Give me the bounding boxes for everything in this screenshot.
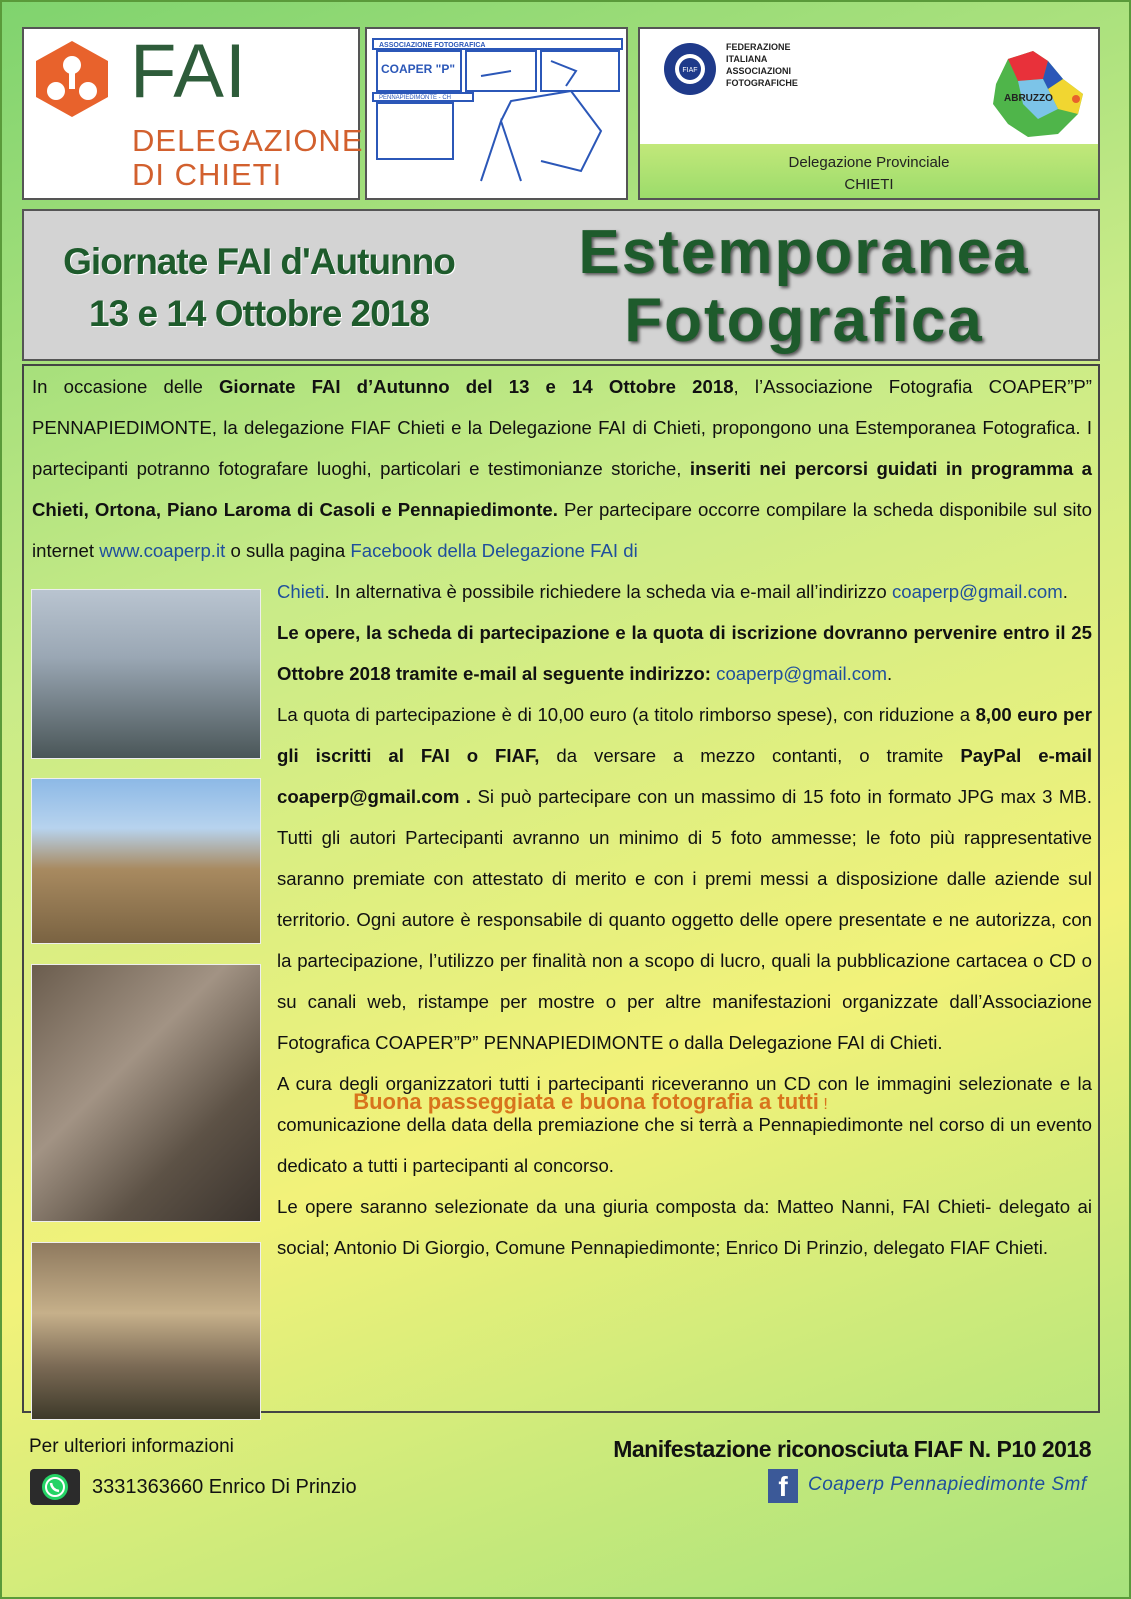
fiaf-name xyxy=(726,41,798,90)
text-run: In occasione delle xyxy=(32,376,219,397)
text-run: Per partecipare occorre compilare la scheda disponibile sul sito internet xyxy=(32,499,1092,561)
fiaf-recognition: Manifestazione riconosciuta FIAF N. P10 2018 xyxy=(613,1436,1091,1462)
abruzzo-map-icon xyxy=(988,49,1088,139)
text-run: La quota di partecipazione è di 10,00 euro (a titolo rimborso spese), con riduzione a xyxy=(277,704,976,725)
fee-paragraph xyxy=(277,694,1092,1063)
intro-paragraph xyxy=(32,366,1092,571)
fai-delegation-line1: DELEGAZIONE xyxy=(132,123,364,158)
photo-cemetery-statues xyxy=(31,589,261,759)
facebook-link[interactable]: Facebook della Delegazione FAI di xyxy=(350,540,638,561)
facebook-link-end[interactable]: Chieti xyxy=(277,581,325,602)
photo-ortona-castle xyxy=(31,778,261,944)
text-run-bold: inseriti nei percorsi guidati in programma a Chieti, Ortona, Piano Laroma di Casoli e Pennapiedimonte. xyxy=(32,458,1092,520)
fai-logo-icon xyxy=(32,39,112,119)
fiaf-line: ITALIANA xyxy=(726,54,768,65)
alt-paragraph xyxy=(277,571,1092,612)
fiaf-badge: FIAF xyxy=(682,67,698,74)
greeting-text: Buona passeggiata e buona fotografia a tutti xyxy=(353,1089,819,1114)
coaper-top-line: ASSOCIAZIONE FOTOGRAFICA xyxy=(379,42,486,49)
greeting-mark: ! xyxy=(818,1096,828,1113)
text-run-bold: 8,00 euro per gli iscritti al FAI o FIAF, xyxy=(277,704,1092,766)
event-title-line2: 13 e 14 Ottobre 2018 xyxy=(89,292,429,334)
site-link[interactable]: www.coaperp.it xyxy=(99,540,226,561)
delegation-line2: CHIETI xyxy=(844,175,894,193)
delegation-line1: Delegazione Provinciale xyxy=(788,154,950,171)
text-run: . In alternativa è possibile richiedere la scheda via e-mail all’indirizzo xyxy=(324,581,892,602)
email-link[interactable]: coaperp@gmail.com xyxy=(716,663,887,684)
fai-delegation xyxy=(132,124,364,192)
text-run: . xyxy=(886,663,893,684)
fai-delegation-line2: DI CHIETI xyxy=(132,157,283,193)
text-run: . xyxy=(1062,581,1068,602)
text-run: , l’Associazione Fotografia COAPER”P” PENNAPIEDIMONTE, la delegazione FIAF Chieti e la Delegazione FAI di Chieti, propongono una Estemporanea Fotografica. I partecipanti potranno fotografare luoghi, particolari e testimonianze storiche, xyxy=(32,376,1092,479)
fai-logo-box xyxy=(22,27,364,200)
text-run-bold: Le opere, la scheda di partecipazione e la quota di iscrizione dovranno pervenire entro il 25 Ottobre 2018 tramite e-mail al seguente indirizzo: xyxy=(277,622,1092,684)
map-label: ABRUZZO xyxy=(1004,93,1053,104)
coaper-place: PENNAPIEDIMONTE - CH xyxy=(379,95,452,101)
coaper-logo-box xyxy=(365,27,628,200)
closing-greeting xyxy=(0,1089,1131,1115)
deadline-paragraph xyxy=(277,612,1092,694)
cd-paragraph: A cura degli organizzatori tutti i partecipanti riceveranno un CD con le immagini selezionate e la comunicazione della data della premiazione che si terrà a Pennapiedimonte nel corso di un evento dedicato a tutti i partecipanti al concorso. xyxy=(277,1073,1092,1176)
facebook-icon[interactable]: f xyxy=(768,1469,798,1503)
main-title-line2: Fotografica xyxy=(624,286,984,356)
body-box xyxy=(22,364,1100,1413)
event-title xyxy=(44,236,474,340)
details-column xyxy=(277,571,1092,1268)
fiaf-line: FOTOGRAFICHE xyxy=(726,78,798,89)
coaper-logo-icon xyxy=(371,31,624,197)
fiaf-logo-icon xyxy=(662,41,718,97)
text-run: da versare a mezzo contanti, o tramite xyxy=(539,745,961,766)
text-run-bold: Giornate FAI d’Autunno del 13 e 14 Ottobre 2018 xyxy=(218,376,734,397)
fiaf-logo-box xyxy=(638,27,1100,200)
fiaf-line: FEDERAZIONE xyxy=(726,42,791,52)
info-label: Per ulteriori informazioni xyxy=(29,1436,234,1457)
text-run-bold: PayPal e-mail coaperp@gmail.com . xyxy=(277,745,1092,807)
delegation-panel xyxy=(640,144,1098,198)
title-band xyxy=(22,209,1100,361)
main-title-line1: Estemporanea xyxy=(578,218,1030,287)
coaper-name: COAPER "P" xyxy=(381,62,456,76)
photo-pennapiedimonte-caves xyxy=(31,1242,261,1420)
facebook-page-name[interactable]: Coaperp Pennapiedimonte Smf xyxy=(808,1474,1087,1495)
whatsapp-icon[interactable] xyxy=(30,1469,80,1505)
fiaf-line: ASSOCIAZIONI xyxy=(726,66,792,77)
text-run: Si può partecipare con un massimo di 15 foto in formato JPG max 3 MB. Tutti gli autori Partecipanti avranno un minimo di 5 foto ammesse; le foto più rappresentative saranno premiate con attestato di merito e con i premi messi a disposizione dalle aziende sul territorio. Ogni autore è responsabile di quanto oggetto delle opere presentate e ne autorizza, con la partecipazione, l’utilizzo per finalità non a scopo di lucro, quali la pubblicazione cartacea o CD o su canali web, ristampe per mostre o per altre manifestazioni organizzate dall’Associazione Fotografica COAPER”P” PENNAPIEDIMONTE o dalla Delegazione FAI di Chieti. xyxy=(277,786,1092,1053)
main-title xyxy=(524,219,1084,355)
text-run: o sulla pagina xyxy=(225,540,351,561)
jury-paragraph: Le opere saranno selezionate da una giuria composta da: Matteo Nanni, FAI Chieti- delegato ai social; Antonio Di Giorgio, Comune Pennapiedimonte; Enrico Di Prinzio, delegato FIAF Chieti. xyxy=(277,1196,1092,1258)
event-title-line1: Giornate FAI d'Autunno xyxy=(63,241,455,282)
contact-phone: 3331363660 Enrico Di Prinzio xyxy=(92,1476,357,1498)
email-link[interactable]: coaperp@gmail.com xyxy=(891,581,1063,602)
fai-name: FAI xyxy=(130,29,248,114)
